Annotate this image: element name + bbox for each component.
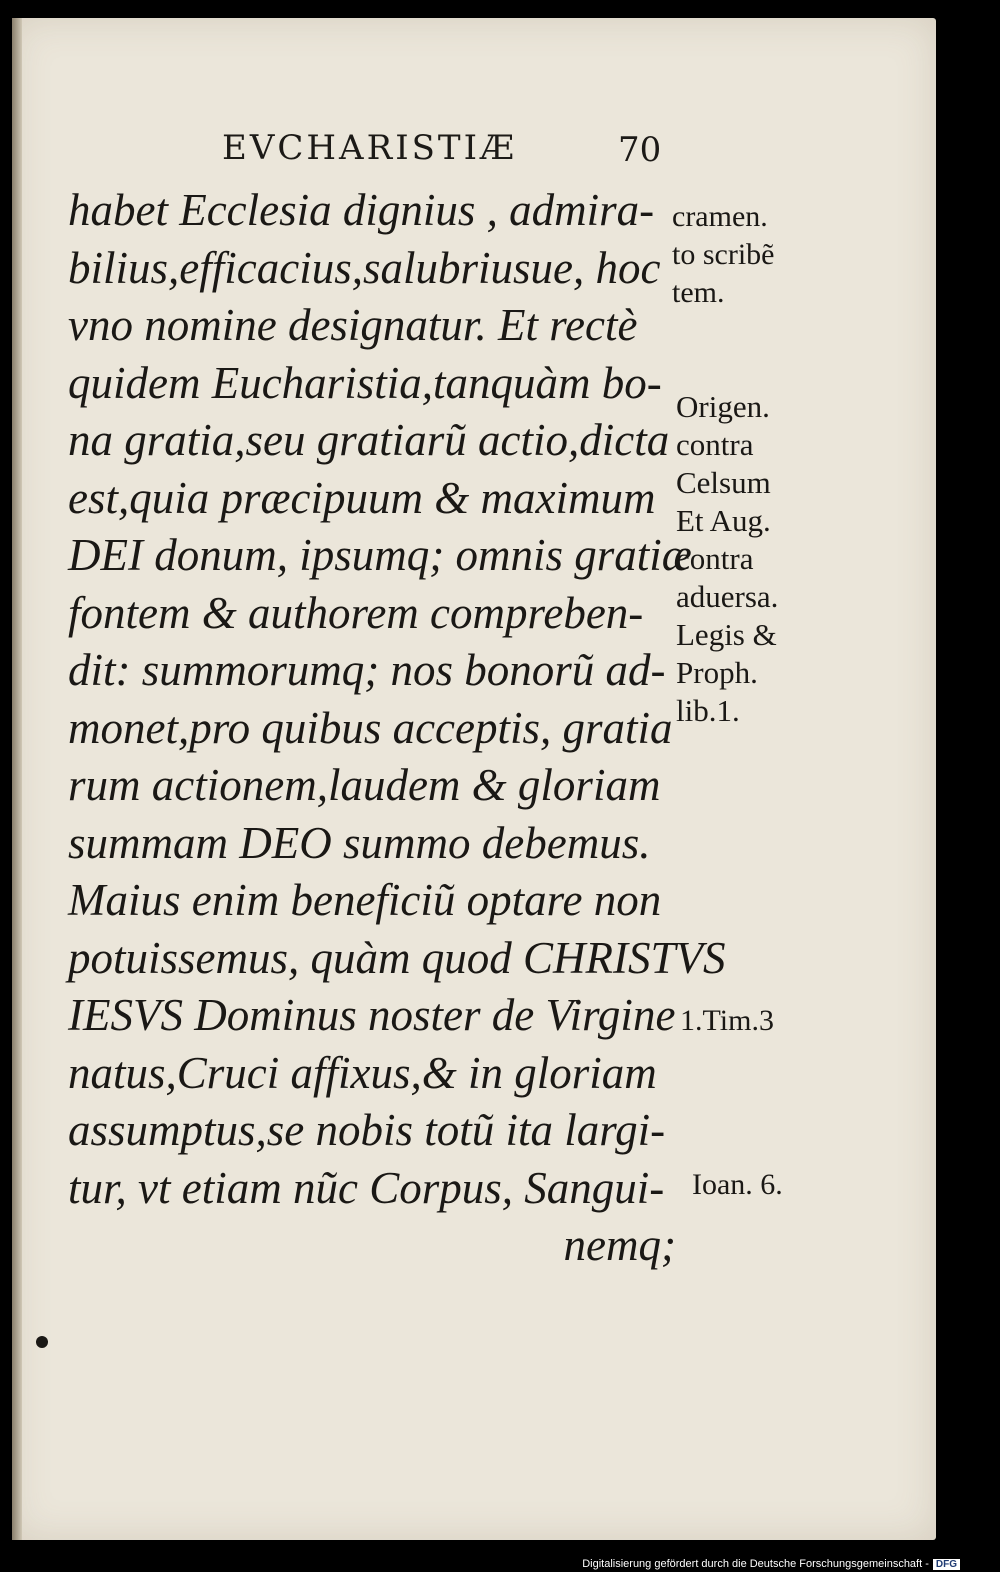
- margin-note-sacramentum: [672, 198, 774, 312]
- margin-note-origen: [676, 388, 778, 730]
- margin-note-line: Origen.: [676, 389, 770, 424]
- margin-note-line: cramen.: [672, 200, 768, 233]
- margin-note-line: Legis &: [676, 617, 777, 652]
- text-line: est,quia præcipuum & maximum: [68, 472, 656, 523]
- text-line: tur, vt etiam nũc Corpus, Sangui-: [68, 1162, 665, 1213]
- margin-note-john: [692, 1166, 783, 1204]
- text-line: rum actionem,laudem & gloriam: [68, 760, 661, 810]
- text-line: IESVS Dominus noster de Virgine: [68, 990, 676, 1040]
- margin-note-line: 1.Tim.3: [680, 1004, 774, 1037]
- text-line: DEI donum, ipsumq; omnis gratiæ: [68, 530, 692, 580]
- margin-note-line: lib.1.: [676, 693, 740, 728]
- margin-note-line: Celsum: [676, 465, 771, 500]
- margin-note-line: tem.: [672, 276, 725, 309]
- margin-note-line: Proph.: [676, 655, 758, 690]
- text-line: vno nomine designatur. Et rectè: [68, 300, 638, 350]
- text-line-catchword: nemq;: [563, 1220, 676, 1270]
- margin-note-line: to scribẽ: [672, 238, 775, 271]
- text-line: quidem Eucharistia,tanquàm bo-: [68, 357, 662, 408]
- running-head: EVCHARISTIÆ: [222, 128, 518, 168]
- margin-note-line: Et Aug.: [676, 503, 771, 538]
- dfg-logo: DFG: [933, 1559, 960, 1570]
- text-line: potuissemus, quàm quod CHRISTVS: [68, 932, 726, 983]
- text-line: bilius,efficacius,salubriusue, hoc: [68, 242, 661, 293]
- margin-note-line: Ioan. 6.: [692, 1168, 783, 1201]
- text-line: dit: summorumq; nos bonorũ ad-: [68, 645, 666, 695]
- page-number: 70: [618, 130, 662, 170]
- margin-note-line: contra: [676, 541, 754, 576]
- margin-note-timothy: [680, 1002, 774, 1040]
- ink-spot: [36, 1336, 48, 1348]
- margin-note-line: aduersa.: [676, 579, 779, 614]
- margin-note-line: contra: [676, 427, 754, 462]
- text-line: fontem & authorem compreben-: [68, 587, 644, 638]
- text-line: na gratia,seu gratiarũ actio,dicta: [68, 415, 670, 465]
- digitization-credit: [582, 1558, 960, 1570]
- text-line: Maius enim beneficiũ optare non: [68, 875, 662, 925]
- text-line: natus,Cruci affixus,& in gloriam: [68, 1047, 657, 1098]
- text-line: summam DEO summo debemus.: [68, 817, 651, 868]
- text-line: monet,pro quibus acceptis, gratia: [68, 702, 673, 753]
- text-line: assumptus,se nobis totũ ita largi-: [68, 1105, 666, 1155]
- text-line: habet Ecclesia dignius , admira-: [68, 185, 655, 235]
- credit-text: Digitalisierung gefördert durch die Deutsche Forschungsgemeinschaft -: [582, 1558, 929, 1570]
- page-gutter-shadow: [12, 18, 22, 1540]
